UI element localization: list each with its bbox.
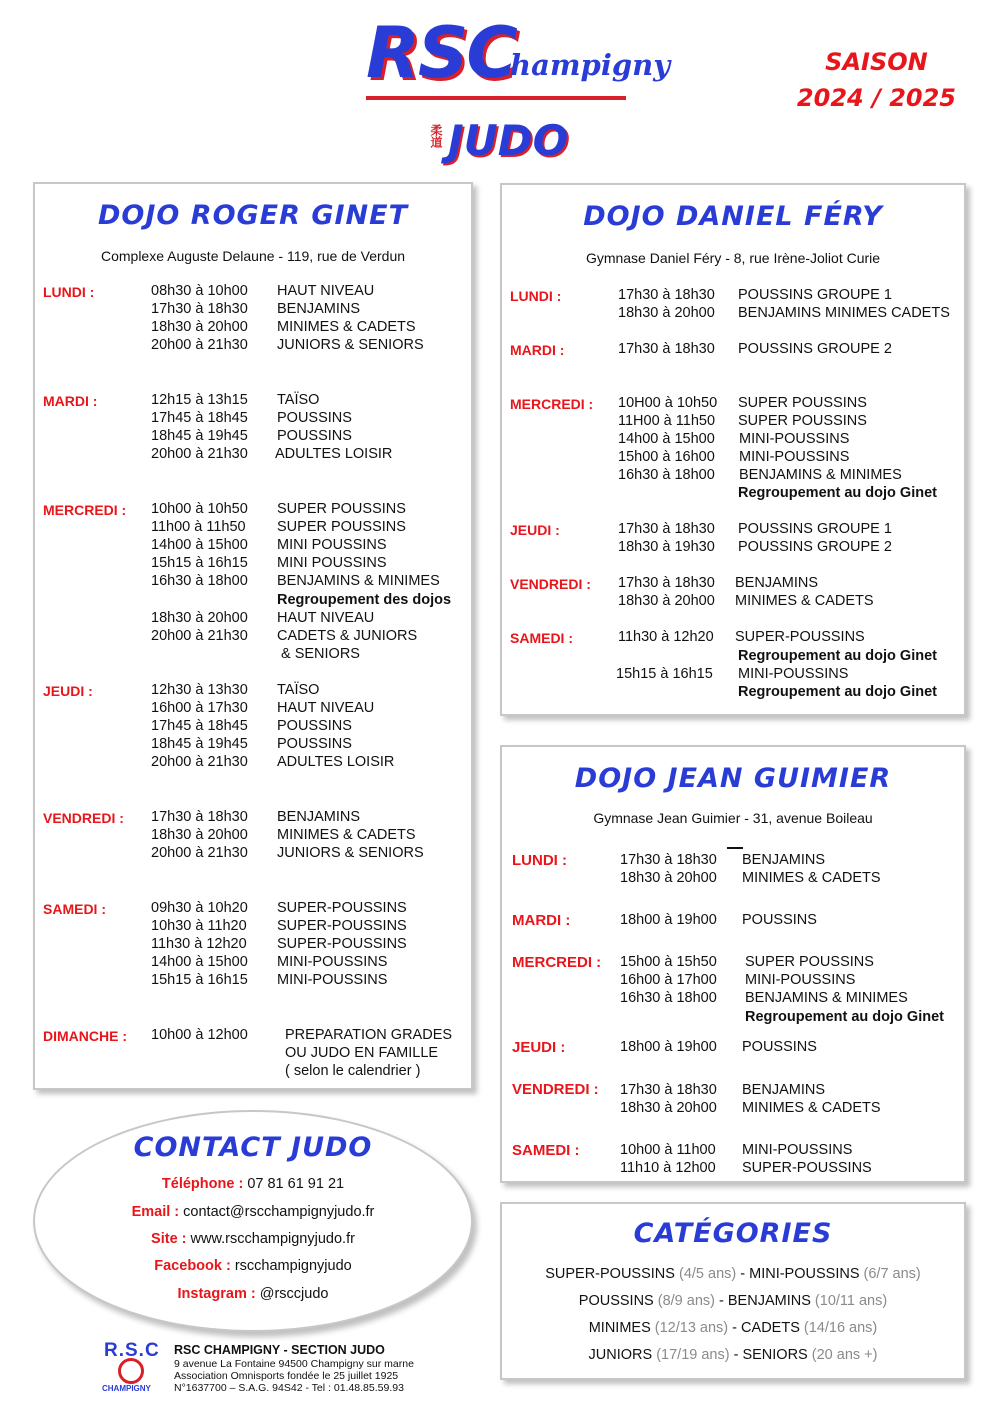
slot-time: 12h15 à 13h15 [151, 392, 248, 408]
dojo-fery-title: DOJO DANIEL FÉRY [583, 201, 883, 232]
slot-time: 18h00 à 19h00 [620, 1039, 717, 1055]
schedule-slot [151, 954, 387, 970]
schedule-slot [151, 519, 406, 535]
slot-group: CADETS & JUNIORS [277, 628, 418, 644]
guimier-day-jeudi: JEUDI : [512, 1039, 566, 1056]
slot-time: 18h30 à 20h00 [620, 870, 717, 886]
slot-group: SUPER-POUSSINS [277, 900, 407, 916]
guimier-day-vendredi: VENDREDI : [512, 1081, 599, 1098]
slot-group: MINI-POUSSINS [742, 1142, 853, 1158]
slot-time: 11h30 à 12h20 [151, 936, 247, 952]
slot-time: 18h30 à 20h00 [151, 827, 248, 843]
slot-group: POUSSINS GROUPE 2 [738, 539, 892, 555]
slot-group: SUPER POUSSINS [738, 395, 867, 411]
slot-group: SUPER POUSSINS [277, 501, 406, 517]
schedule-slot [618, 431, 849, 447]
schedule-slot [151, 392, 319, 408]
slot-group: SUPER POUSSINS [738, 413, 867, 429]
category-separator: - [740, 1266, 746, 1282]
contact-title: CONTACT JUDO [133, 1132, 373, 1163]
site-label: Site : [151, 1231, 187, 1247]
category-minimes: MINIMES [588, 1320, 651, 1336]
slot-group: POUSSINS [277, 736, 352, 752]
contact-panel [33, 1110, 473, 1332]
schedule-slot [151, 936, 407, 952]
category-age: (12/13 ans) [654, 1320, 729, 1336]
guimier-day-mercredi: MERCREDI : [512, 954, 602, 971]
contact-site [35, 1231, 471, 1247]
slot-group: TAÏSO [277, 682, 320, 698]
category-juniors: JUNIORS [588, 1347, 653, 1363]
slot-group: TAÏSO [277, 392, 320, 408]
slot-group: BENJAMINS & MINIMES [277, 573, 440, 589]
footer-line-3: N°1637700 – S.A.G. 94S42 - Tel : 01.48.85.59.93 [174, 1382, 404, 1394]
schedule-slot [151, 301, 360, 317]
schedule-slot [151, 900, 407, 916]
instagram-link[interactable]: @rsccjudo [259, 1286, 329, 1302]
schedule-slot [618, 467, 902, 483]
category-age: (17/19 ans) [656, 1347, 730, 1363]
slot-group: MINI-POUSSINS [739, 449, 850, 465]
slot-time: 09h30 à 10h20 [151, 900, 248, 916]
schedule-slot [620, 990, 908, 1006]
slot-group: MINIMES & CADETS [277, 827, 416, 843]
slot-time: 16h00 à 17h30 [151, 700, 248, 716]
schedule-slot [618, 395, 867, 411]
logo-champigny-text: hampigny [510, 48, 671, 82]
fery-day-vendredi: VENDREDI : [510, 576, 591, 592]
slot-group: MINI-POUSSINS [739, 431, 850, 447]
slot-time: 20h00 à 21h30 [151, 337, 248, 353]
small-logo-rsc-text: R.S.C [104, 1340, 160, 1361]
schedule-slot [618, 593, 874, 609]
footer-title: RSC CHAMPIGNY - SECTION JUDO [174, 1343, 385, 1357]
fery-day-lundi: LUNDI : [510, 288, 562, 304]
slot-group: JUNIORS & SENIORS [277, 337, 424, 353]
slot-time: 10h00 à 12h00 [151, 1027, 248, 1043]
ginet-note-famille: OU JUDO EN FAMILLE [285, 1045, 439, 1061]
slot-time: 20h00 à 21h30 [151, 845, 248, 861]
schedule-slot [620, 1039, 817, 1055]
schedule-slot [151, 555, 387, 571]
guimier-day-lundi: LUNDI : [512, 852, 567, 869]
slot-time: 18h30 à 20h00 [151, 319, 248, 335]
slot-time: 20h00 à 21h30 [151, 446, 248, 462]
schedule-slot [151, 827, 416, 843]
schedule-slot [151, 718, 352, 734]
slot-group: BENJAMINS [277, 301, 360, 317]
slot-group: MINIMES & CADETS [735, 593, 874, 609]
slot-group: MINI-POUSSINS [277, 972, 388, 988]
slot-time: 18h30 à 20h00 [620, 1100, 717, 1116]
slot-group: ADULTES LOISIR [275, 446, 393, 462]
slot-time: 08h30 à 10h00 [151, 283, 248, 299]
slot-group: SUPER-POUSSINS [277, 918, 407, 934]
category-line [502, 1293, 964, 1309]
slot-time: 10h30 à 11h20 [151, 918, 247, 934]
season-label [797, 44, 956, 116]
slot-time: 18h00 à 19h00 [620, 912, 717, 928]
schedule-slot [151, 754, 394, 770]
category-benjamins: BENJAMINS [727, 1293, 811, 1309]
category-seniors: SENIORS [742, 1347, 808, 1363]
slot-group: BENJAMINS [735, 575, 818, 591]
fery-note-regroupement-mercredi: Regroupement au dojo Ginet [738, 485, 937, 501]
slot-group: ADULTES LOISIR [277, 754, 395, 770]
schedule-slot [151, 972, 387, 988]
fery-day-jeudi: JEUDI : [510, 522, 560, 538]
schedule-slot [618, 539, 892, 555]
slot-time: 10H00 à 10h50 [618, 395, 718, 411]
rsc-small-logo [96, 1338, 166, 1402]
slot-group: BENJAMINS & MINIMES [745, 990, 908, 1006]
fery-day-samedi: SAMEDI : [510, 630, 573, 646]
ginet-day-jeudi: JEUDI : [43, 683, 93, 699]
footer-line-2: Association Omnisports fondée le 25 juillet 1925 [174, 1370, 399, 1382]
dojo-ginet-title: DOJO ROGER GINET [98, 200, 408, 231]
schedule-slot [618, 341, 892, 357]
category-separator: - [733, 1347, 739, 1363]
schedule-slot [620, 852, 825, 868]
slot-group: POUSSINS GROUPE 2 [738, 341, 892, 357]
slot-group: BENJAMINS [742, 1082, 825, 1098]
slot-time: 18h30 à 19h30 [618, 539, 715, 555]
schedule-slot [151, 283, 374, 299]
phone-label: Téléphone : [161, 1176, 244, 1192]
category-age: (8/9 ans) [657, 1293, 715, 1309]
slot-group: MINI-POUSSINS [738, 666, 849, 682]
slot-group: POUSSINS GROUPE 1 [738, 521, 892, 537]
footer-line-1: 9 avenue La Fontaine 94500 Champigny sur marne [174, 1358, 414, 1370]
logo-underline [366, 96, 626, 100]
category-age: (4/5 ans) [678, 1266, 737, 1282]
facebook-label: Facebook : [154, 1258, 231, 1274]
schedule-slot [620, 1142, 852, 1158]
category-age: (14/16 ans) [803, 1320, 878, 1336]
slot-group: HAUT NIVEAU [277, 610, 375, 626]
schedule-slot [618, 287, 892, 303]
slot-time: 16h30 à 18h00 [618, 467, 715, 483]
footer-address-block [174, 1342, 414, 1394]
schedule-slot [620, 972, 855, 988]
slot-group: JUNIORS & SENIORS [277, 845, 424, 861]
schedule-slot [616, 666, 848, 682]
schedule-slot [151, 537, 387, 553]
category-line [502, 1347, 964, 1363]
slot-time: 17h30 à 18h30 [151, 301, 248, 317]
slot-group: MINI-POUSSINS [745, 972, 856, 988]
fery-day-mercredi: MERCREDI : [510, 396, 594, 412]
slot-time: 14h00 à 15h00 [151, 537, 248, 553]
schedule-slot [151, 337, 424, 353]
slot-time: 11h30 à 12h20 [618, 629, 714, 645]
slot-time: 20h00 à 21h30 [151, 754, 248, 770]
slot-time: 18h30 à 20h00 [151, 610, 248, 626]
schedule-slot [618, 305, 950, 321]
ginet-note-calendrier: ( selon le calendrier ) [285, 1063, 421, 1079]
guimier-day-mardi: MARDI : [512, 912, 571, 929]
category-age: (10/11 ans) [814, 1293, 888, 1309]
phone-value[interactable]: 07 81 61 91 21 [247, 1176, 345, 1192]
small-logo-champigny-text: CHAMPIGNY [102, 1384, 151, 1393]
schedule-slot [620, 1100, 881, 1116]
slot-time: 12h30 à 13h30 [151, 682, 248, 698]
instagram-label: Instagram : [177, 1286, 256, 1302]
slot-group: BENJAMINS MINIMES CADETS [738, 305, 950, 321]
slot-time: 17h45 à 18h45 [151, 410, 248, 426]
slot-group: MINIMES & CADETS [742, 1100, 881, 1116]
schedule-slot [618, 575, 818, 591]
slot-group: MINI-POUSSINS [277, 954, 388, 970]
category-separator: - [732, 1320, 738, 1336]
slot-time: 11h10 à 12h00 [620, 1160, 716, 1176]
schedule-slot [151, 610, 374, 626]
schedule-slot [151, 845, 424, 861]
rsc-champigny-judo-logo [362, 12, 671, 165]
schedule-slot [620, 870, 881, 886]
slot-time: 16h30 à 18h00 [620, 990, 717, 1006]
schedule-slot [151, 918, 407, 934]
slot-group: MINIMES & CADETS [277, 319, 416, 335]
categories-title: CATÉGORIES [633, 1218, 833, 1249]
category-poussins: POUSSINS [578, 1293, 654, 1309]
slot-group: POUSSINS [277, 428, 352, 444]
facebook-link[interactable]: rscchampignyjudo [234, 1258, 352, 1274]
slot-group: HAUT NIVEAU [277, 700, 375, 716]
schedule-slot [618, 413, 867, 429]
schedule-slot [151, 319, 416, 335]
email-label: Email : [131, 1204, 180, 1220]
slot-group: MINI POUSSINS [277, 537, 387, 553]
slot-time: 18h45 à 19h45 [151, 736, 248, 752]
slot-time: 20h00 à 21h30 [151, 628, 248, 644]
slot-time: 18h45 à 19h45 [151, 428, 248, 444]
slot-time: 16h00 à 17h00 [620, 972, 717, 988]
logo-rsc-text: RSC [366, 12, 516, 94]
slot-group: POUSSINS [277, 718, 352, 734]
contact-instagram [35, 1286, 471, 1302]
category-age: (6/7 ans) [863, 1266, 921, 1282]
slot-time: 11h00 à 11h50 [151, 519, 246, 535]
schedule-slot [151, 428, 352, 444]
schedule-slot [618, 521, 892, 537]
ginet-day-vendredi: VENDREDI : [43, 810, 124, 826]
slot-group: BENJAMINS & MINIMES [739, 467, 902, 483]
schedule-slot [620, 1160, 872, 1176]
ginet-note-regroupement: Regroupement des dojos [277, 592, 452, 608]
schedule-slot [620, 1082, 825, 1098]
slot-time: 17h30 à 18h30 [618, 341, 715, 357]
ginet-day-lundi: LUNDI : [43, 284, 95, 300]
fery-day-mardi: MARDI : [510, 342, 565, 358]
dojo-ginet-panel [33, 182, 473, 1090]
slot-time: 17h30 à 18h30 [618, 287, 715, 303]
contact-facebook [35, 1258, 471, 1274]
category-line [502, 1320, 964, 1336]
email-link[interactable]: contact@rscchampignyjudo.fr [183, 1204, 375, 1220]
slot-time: 17h30 à 18h30 [620, 852, 717, 868]
slot-group: POUSSINS GROUPE 1 [738, 287, 892, 303]
small-logo-emblem-icon [118, 1358, 144, 1384]
dojo-fery-panel [500, 183, 966, 716]
slot-time: 10h00 à 10h50 [151, 501, 248, 517]
slot-time: 15h00 à 16h00 [618, 449, 715, 465]
slot-group: SUPER-POUSSINS [742, 1160, 872, 1176]
logo-judo-text: JUDO [448, 116, 569, 165]
slot-group: SUPER POUSSINS [277, 519, 406, 535]
dojo-guimier-address: Gymnase Jean Guimier - 31, avenue Boileau [593, 810, 873, 826]
guimier-dash-mark [727, 847, 743, 849]
slot-group: MINIMES & CADETS [742, 870, 881, 886]
slot-group: HAUT NIVEAU [277, 283, 375, 299]
slot-time: 15h00 à 15h50 [620, 954, 717, 970]
schedule-slot [151, 1027, 452, 1043]
site-link[interactable]: www.rscchampignyjudo.fr [190, 1231, 355, 1247]
categories-panel [500, 1202, 966, 1380]
slot-time: 14h00 à 15h00 [151, 954, 248, 970]
dojo-ginet-address: Complexe Auguste Delaune - 119, rue de Verdun [100, 248, 406, 264]
season-years-text: 2024 / 2025 [796, 84, 956, 112]
slot-time: 15h15 à 16h15 [616, 666, 713, 682]
slot-time: 17h45 à 18h45 [151, 718, 248, 734]
ginet-note-seniors: & SENIORS [281, 646, 360, 662]
slot-group: BENJAMINS [277, 809, 360, 825]
ginet-day-samedi: SAMEDI : [43, 901, 106, 917]
category-mini-poussins: MINI-POUSSINS [749, 1266, 860, 1282]
slot-time: 17h30 à 18h30 [151, 809, 248, 825]
slot-time: 18h30 à 20h00 [618, 593, 715, 609]
schedule-slot [620, 954, 874, 970]
slot-group: SUPER-POUSSINS [277, 936, 407, 952]
slot-group: SUPER-POUSSINS [735, 629, 865, 645]
schedule-slot [151, 501, 406, 517]
schedule-slot [618, 629, 865, 645]
schedule-slot [151, 573, 440, 589]
guimier-day-samedi: SAMEDI : [512, 1142, 580, 1159]
ginet-day-dimanche: DIMANCHE : [43, 1028, 127, 1044]
schedule-slot [151, 736, 352, 752]
season-label-text: SAISON [825, 48, 928, 76]
slot-time: 16h30 à 18h00 [151, 573, 248, 589]
slot-group: BENJAMINS [742, 852, 825, 868]
category-cadets: CADETS [741, 1320, 800, 1336]
schedule-slot [151, 700, 374, 716]
guimier-note-regroupement: Regroupement au dojo Ginet [745, 1009, 944, 1025]
schedule-slot [151, 682, 319, 698]
slot-time: 17h30 à 18h30 [618, 521, 715, 537]
category-separator: - [719, 1293, 724, 1309]
ginet-day-mardi: MARDI : [43, 393, 98, 409]
category-line [502, 1266, 964, 1282]
slot-group: POUSSINS [742, 912, 817, 928]
slot-group: SUPER POUSSINS [745, 954, 874, 970]
schedule-slot [151, 446, 392, 462]
category-age: (20 ans +) [811, 1347, 878, 1363]
slot-time: 10h00 à 11h00 [620, 1142, 716, 1158]
slot-time: 15h15 à 16h15 [151, 972, 248, 988]
slot-time: 17h30 à 18h30 [618, 575, 715, 591]
slot-group: POUSSINS [742, 1039, 817, 1055]
fery-note-regroupement-samedi-2: Regroupement au dojo Ginet [738, 684, 937, 700]
slot-group: MINI POUSSINS [277, 555, 387, 571]
slot-time: 14h00 à 15h00 [618, 431, 715, 447]
fery-note-regroupement-samedi-1: Regroupement au dojo Ginet [738, 648, 937, 664]
category-super-poussins: SUPER-POUSSINS [545, 1266, 675, 1282]
ginet-day-mercredi: MERCREDI : [43, 502, 127, 518]
logo-kanji-text: 柔道 [429, 124, 443, 148]
dojo-fery-address: Gymnase Daniel Féry - 8, rue Irène-Joliot Curie [585, 250, 881, 266]
slot-time: 15h15 à 16h15 [151, 555, 248, 571]
contact-email [35, 1204, 471, 1220]
schedule-slot [151, 809, 360, 825]
schedule-slot [618, 449, 849, 465]
slot-time: 18h30 à 20h00 [618, 305, 715, 321]
slot-time: 11H00 à 11h50 [618, 413, 716, 429]
schedule-slot [151, 628, 417, 644]
slot-group: POUSSINS [277, 410, 352, 426]
schedule-slot [151, 410, 352, 426]
slot-time: 17h30 à 18h30 [620, 1082, 717, 1098]
schedule-slot [620, 912, 817, 928]
dojo-guimier-panel [500, 745, 966, 1183]
dojo-guimier-title: DOJO JEAN GUIMIER [574, 763, 892, 794]
contact-phone [35, 1176, 471, 1192]
slot-group: PREPARATION GRADES [285, 1027, 453, 1043]
